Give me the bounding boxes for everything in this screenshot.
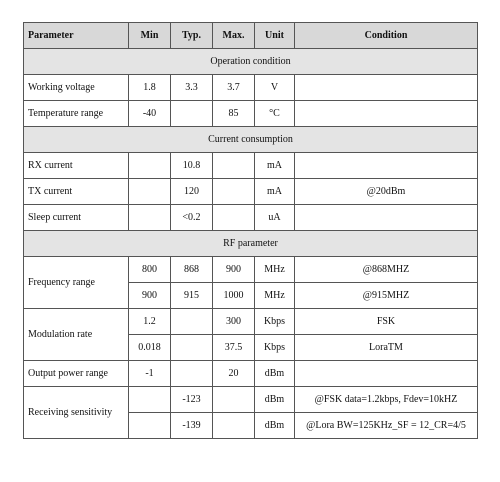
- cell-min: -1: [129, 361, 171, 387]
- cell-max: 3.7: [213, 75, 255, 101]
- cell-condition: [295, 101, 478, 127]
- cell-unit: dBm: [255, 387, 295, 413]
- cell-condition: @868MHZ: [295, 257, 478, 283]
- cell-parameter: Modulation rate: [24, 309, 129, 361]
- table-row: [24, 309, 478, 335]
- header-condition: Condition: [295, 23, 478, 49]
- cell-unit: Kbps: [255, 309, 295, 335]
- cell-max: 37.5: [213, 335, 255, 361]
- cell-unit: mA: [255, 179, 295, 205]
- cell-max: [213, 387, 255, 413]
- cell-min: 0.018: [129, 335, 171, 361]
- cell-min: 1.2: [129, 309, 171, 335]
- cell-typ: <0.2: [171, 205, 213, 231]
- table-row: [24, 75, 478, 101]
- cell-min: 900: [129, 283, 171, 309]
- cell-typ: -139: [171, 413, 213, 439]
- cell-max: 85: [213, 101, 255, 127]
- cell-min: [129, 179, 171, 205]
- cell-parameter: Temperature range: [24, 101, 129, 127]
- table-header-row: [24, 23, 478, 49]
- header-unit: Unit: [255, 23, 295, 49]
- cell-max: 300: [213, 309, 255, 335]
- cell-condition: @915MHZ: [295, 283, 478, 309]
- cell-min: 800: [129, 257, 171, 283]
- cell-parameter: RX current: [24, 153, 129, 179]
- cell-parameter: Frequency range: [24, 257, 129, 309]
- cell-condition: [295, 361, 478, 387]
- cell-min: -40: [129, 101, 171, 127]
- table-row: [24, 257, 478, 283]
- cell-min: [129, 387, 171, 413]
- table-row: [24, 205, 478, 231]
- cell-max: 1000: [213, 283, 255, 309]
- cell-condition: [295, 205, 478, 231]
- cell-min: [129, 413, 171, 439]
- cell-typ: 10.8: [171, 153, 213, 179]
- cell-condition: LoraTM: [295, 335, 478, 361]
- cell-typ: [171, 309, 213, 335]
- cell-condition: [295, 153, 478, 179]
- section-row: [24, 49, 478, 75]
- header-min: Min: [129, 23, 171, 49]
- table-row: [24, 153, 478, 179]
- header-max: Max.: [213, 23, 255, 49]
- cell-typ: [171, 101, 213, 127]
- cell-parameter: Output power range: [24, 361, 129, 387]
- cell-max: [213, 413, 255, 439]
- section-title: Operation condition: [24, 49, 478, 75]
- table-row: [24, 101, 478, 127]
- cell-condition: FSK: [295, 309, 478, 335]
- cell-parameter: Receiving sensitivity: [24, 387, 129, 439]
- cell-max: 900: [213, 257, 255, 283]
- cell-min: [129, 205, 171, 231]
- cell-typ: [171, 361, 213, 387]
- table-row: [24, 387, 478, 413]
- cell-typ: 868: [171, 257, 213, 283]
- cell-unit: dBm: [255, 413, 295, 439]
- cell-max: 20: [213, 361, 255, 387]
- section-title: RF parameter: [24, 231, 478, 257]
- cell-unit: V: [255, 75, 295, 101]
- cell-parameter: Working voltage: [24, 75, 129, 101]
- cell-condition: [295, 75, 478, 101]
- cell-unit: dBm: [255, 361, 295, 387]
- cell-typ: 3.3: [171, 75, 213, 101]
- cell-min: 1.8: [129, 75, 171, 101]
- cell-condition: @20dBm: [295, 179, 478, 205]
- cell-parameter: Sleep current: [24, 205, 129, 231]
- header-typ: Typ.: [171, 23, 213, 49]
- cell-min: [129, 153, 171, 179]
- cell-condition: @Lora BW=125KHz_SF = 12_CR=4/5: [295, 413, 478, 439]
- cell-unit: MHz: [255, 257, 295, 283]
- cell-condition: @FSK data=1.2kbps, Fdev=10kHZ: [295, 387, 478, 413]
- cell-max: [213, 205, 255, 231]
- cell-unit: mA: [255, 153, 295, 179]
- cell-typ: -123: [171, 387, 213, 413]
- table-row: [24, 361, 478, 387]
- cell-unit: °C: [255, 101, 295, 127]
- cell-unit: MHz: [255, 283, 295, 309]
- section-row: [24, 231, 478, 257]
- cell-typ: [171, 335, 213, 361]
- cell-max: [213, 153, 255, 179]
- spec-table: [23, 22, 478, 439]
- cell-typ: 120: [171, 179, 213, 205]
- header-parameter: Parameter: [24, 23, 129, 49]
- cell-max: [213, 179, 255, 205]
- cell-parameter: TX current: [24, 179, 129, 205]
- table-row: [24, 179, 478, 205]
- cell-unit: Kbps: [255, 335, 295, 361]
- section-row: [24, 127, 478, 153]
- cell-unit: uA: [255, 205, 295, 231]
- cell-typ: 915: [171, 283, 213, 309]
- section-title: Current consumption: [24, 127, 478, 153]
